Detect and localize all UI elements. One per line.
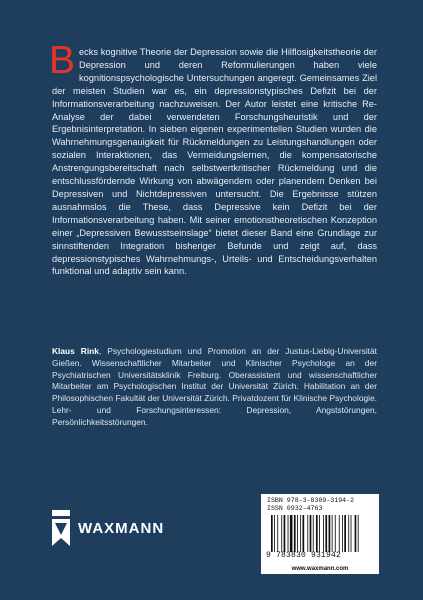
barcode-icon <box>269 515 371 552</box>
author-bio <box>52 346 377 429</box>
blurb-text <box>49 39 377 278</box>
publisher-logo <box>52 510 164 546</box>
drop-cap: B <box>49 39 76 82</box>
publisher-website: www.waxmann.com <box>291 566 349 572</box>
blurb-body: ecks kognitive Theorie der Depression sowie die Hilflosigkeitstheorie der Depression und deren Reformulierungen haben viele kognitionspsychologische Untersuchungen angeregt. Gemeinsames Ziel der meisten Studien war es, ein depressionstypisches Defizit bei der Informationsverarbeitung nachzuweisen. Der Autor leistet eine kritische Re-Analyse der dabei verwendeten Forschungsheuristik und der Ergebnisinterpretation. In sieben eigenen experimentellen Studien wurden die Wahrnehmungsgenauigkeit für Rückmeldungen zu Leistungshandlungen oder sozialen Interaktionen, das Vermeidungslernen, die kompensatorische Anstrengungsbereitschaft nach selbstwertkritischer Rückmeldung und die entschlussfördernde Wirkung von abwägendem oder planendem Denken bei Depressiven und Nichtdepressiven untersucht. Die Ergebnisse stützen ausnahmslos die These, dass Depressive kein Defizit bei der Informationsverarbeitung haben. Mit seiner emotionstheoretischen Konzeption einer „Depressiven Bewusstseinslage“ bietet dieser Band eine Grundlage zur sinnstiftenden Integration bisheriger Befunde und zeigt auf, dass depressionstypisches Wahrnehmungs-, Urteils- und Entscheidungsverhalten funktional und adaptiv sein kann. <box>52 47 377 277</box>
isbn-line: ISBN 978-3-8309-3194-2 <box>267 497 355 504</box>
publisher-name: WAXMANN <box>78 519 165 537</box>
issn-line: ISSN 0932-4763 <box>267 505 323 512</box>
isbn-barcode-box <box>261 494 379 574</box>
barcode-digits: 9 783830 931942 <box>266 551 342 560</box>
waxmann-logo-icon <box>52 510 70 546</box>
author-bio-text: , Psychologiestudium und Promotion an der Justus-Liebig-Universität Gießen. Wissenschaftlicher Mitarbeiter und Klinischer Psychologe an der Psychiatrischen Universitätsklinik Freiburg. Oberassistent und wissenschaftlicher Mitarbeiter am Psychologischen Institut der Universität Zürich. Habilitation an der Philosophischen Fakultät der Universität Zürich. Privatdozent für Klinische Psychologie. Lehr- und Forschungsinteressen: Depression, Angststörungen, Persönlichkeitsstörungen. <box>52 346 377 427</box>
isbn-text <box>267 497 354 513</box>
author-name: Klaus Rink <box>52 346 99 356</box>
